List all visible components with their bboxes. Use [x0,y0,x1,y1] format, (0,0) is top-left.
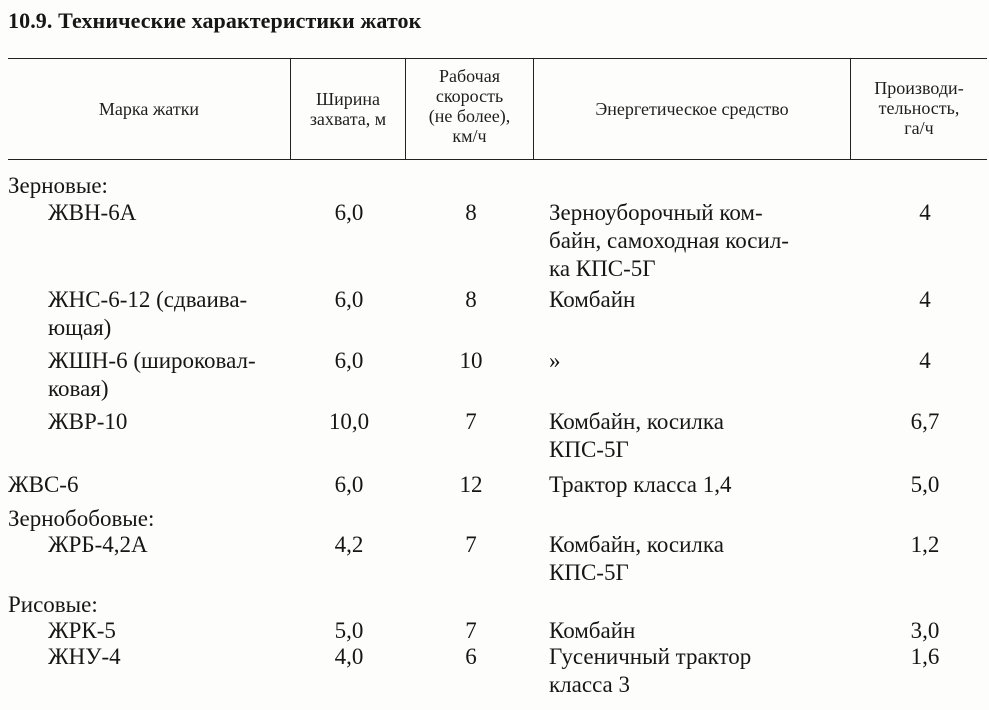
row-speed: 10 [459,348,483,373]
row-speed: 7 [465,618,477,643]
header-productivity [851,78,987,138]
row-power: байн, самоходная косил- [549,228,789,253]
row-productivity: 3,0 [910,618,940,643]
row-power: КПС-5Г [549,560,629,585]
header-width-line: Ширина [315,89,381,109]
row-width: 6,0 [334,472,364,497]
row-power: Комбайн, косилка [549,532,724,557]
header-speed-line: км/ч [452,126,487,146]
row-power: Гусеничный трактор [549,644,752,669]
row-speed: 8 [465,200,477,225]
row-speed: 8 [465,287,477,312]
row-brand: ЖШН-6 (широковал- [48,348,256,373]
row-width: 6,0 [334,200,364,225]
row-productivity: 6,7 [910,409,940,434]
row-brand: ющая) [48,315,112,340]
row-productivity: 4 [919,287,931,312]
row-brand: ЖВР-10 [48,409,128,434]
header-brand: Марка жатки [98,99,200,119]
header-productivity-line: тельность, [878,98,960,118]
header-width [291,89,405,129]
row-power: » [549,348,561,373]
row-width: 6,0 [334,287,364,312]
row-brand: ЖРК-5 [48,618,116,643]
row-width: 4,2 [334,532,364,557]
header-productivity-line: га/ч [904,118,934,138]
row-speed: 6 [465,644,477,669]
row-power: Зерноуборочный ком- [549,200,763,225]
group-label-legume: Зернобобовые: [8,506,155,531]
row-productivity: 4 [919,200,931,225]
row-speed: 7 [465,409,477,434]
row-power: ка КПС-5Г [549,256,656,281]
row-productivity: 4 [919,348,931,373]
row-brand: ковая) [48,376,109,401]
header-speed [406,66,533,146]
header-power: Энергетическое средство [595,99,789,119]
header-speed-line: Рабочая [438,66,500,86]
row-brand: ЖРБ-4,2А [48,532,148,557]
row-speed: 12 [459,472,483,497]
header-top-rule [8,58,987,59]
row-power: класса 3 [549,672,631,697]
row-power: КПС-5Г [549,437,629,462]
row-speed: 7 [465,532,477,557]
row-brand: ЖНУ-4 [48,644,121,669]
row-power: Комбайн, косилка [549,409,724,434]
header-speed-line: (не более), [428,106,511,126]
row-width: 10,0 [328,409,370,434]
row-power: Комбайн [549,618,636,643]
group-label-grain: Зерновые: [8,173,108,198]
header-speed-line: скорость [435,86,504,106]
row-brand: ЖНС-6-12 (сдваива- [48,287,248,312]
row-brand: ЖВН-6А [48,200,137,225]
row-width: 5,0 [334,618,364,643]
header-width-line: захвата, м [309,109,387,129]
row-power: Комбайн [549,287,636,312]
header-bottom-rule [8,159,987,160]
table-title: 10.9. Технические характеристики жаток [8,8,422,33]
row-power: Трактор класса 1,4 [549,472,732,497]
row-productivity: 5,0 [910,472,940,497]
row-width: 6,0 [334,348,364,373]
row-productivity: 1,6 [910,644,940,669]
group-label-rice: Рисовые: [8,592,98,617]
header-productivity-line: Производи- [874,78,964,98]
row-width: 4,0 [334,644,364,669]
row-brand: ЖВС-6 [8,472,79,497]
row-productivity: 1,2 [910,532,940,557]
